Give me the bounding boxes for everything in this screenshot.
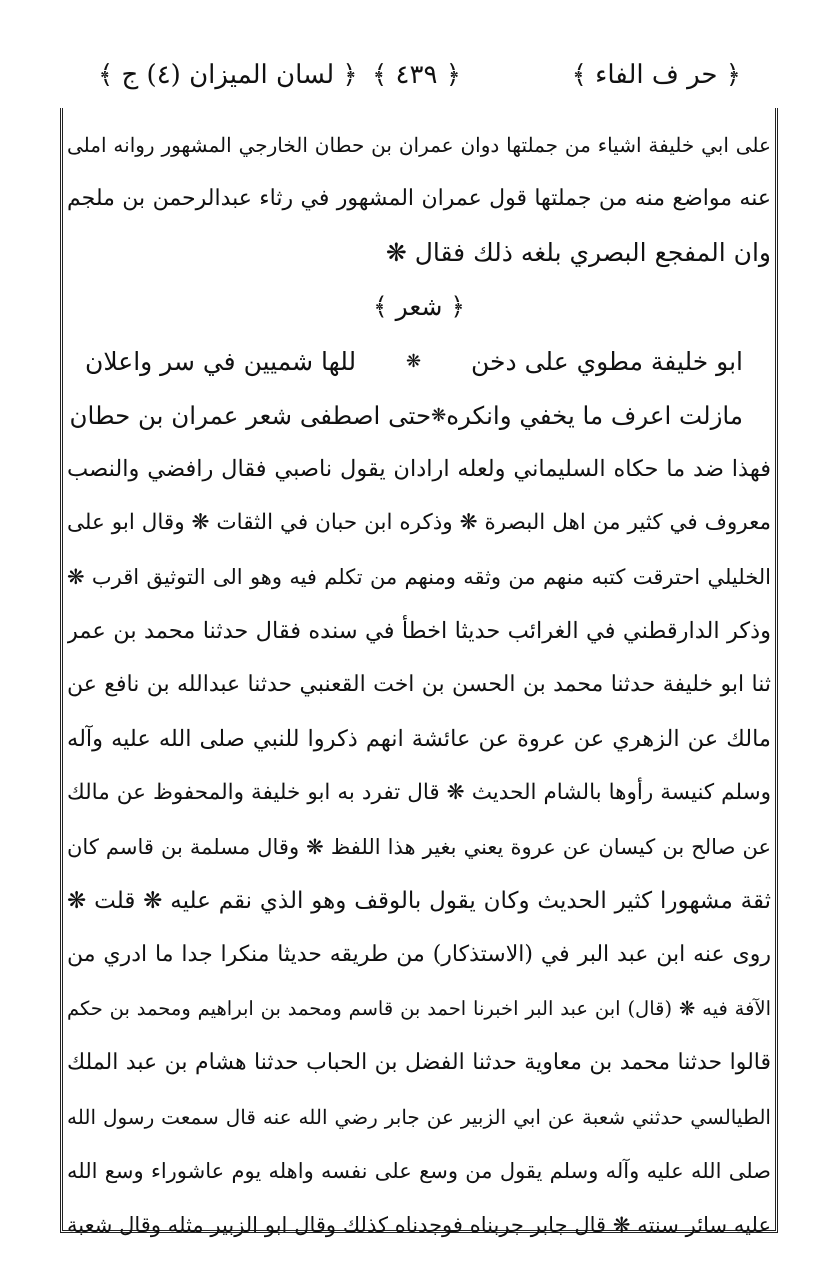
text-line: معروف في كثير من اهل البصرة ❋ وذكره ابن حبان في الثقات ❋ وقال ابو على bbox=[67, 510, 771, 535]
text-line: ثقة مشهورا كثير الحديث وكان يقول بالوقف وهو الذي نقم عليه ❋ قلت ❋ bbox=[67, 888, 771, 914]
text-line: صلى الله عليه وآله وسلم يقول من وسع على نفسه واهله يوم عاشوراء وسع الله bbox=[67, 1159, 771, 1183]
text-frame bbox=[60, 108, 778, 1237]
text-line: ثنا ابو خليفة حدثنا محمد بن الحسن بن اخت القعنبي حدثنا عبدالله بن نافع عن bbox=[67, 672, 771, 697]
header-page-number: ﴿ ٤٣٩ ﴾ bbox=[372, 60, 461, 90]
text-line: عن صالح بن كيسان عن عروة يعني بغير هذا اللفظ ❋ وقال مسلمة بن قاسم كان bbox=[67, 835, 771, 859]
poem-verse bbox=[67, 334, 771, 388]
text-line: وسلم كنيسة رأوها بالشام الحديث ❋ قال تفرد به ابو خليفة والمحفوظ عن مالك bbox=[67, 780, 771, 805]
text-line: الآفة فيه ❋ (قال) ابن عبد البر اخبرنا احمد بن قاسم ومحمد بن ابراهيم ومحمد بن حكم bbox=[67, 997, 771, 1020]
text-line: عليه سائر سنته ❋ قال جابر جربناه فوجدناه كذلك وقال ابو الزبير مثله وقال شعبة bbox=[67, 1213, 771, 1237]
text-line: الخليلي احترقت كتبه منهم من وثقه ومنهم من تكلم فيه وهو الى التوثيق اقرب ❋ bbox=[67, 565, 771, 589]
verse-first-hemistich: ابو خليفة مطوي على دخن bbox=[471, 346, 743, 376]
text-body bbox=[67, 118, 771, 1252]
text-line: قالوا حدثنا محمد بن معاوية حدثنا الفضل بن الحباب حدثنا هشام بن عبد الملك bbox=[67, 1050, 771, 1075]
text-line: روى عنه ابن عبد البر في (الاستذكار) من طريقه حديثا منكرا جدا ما ادري من bbox=[67, 942, 771, 967]
text-line: الطيالسي حدثني شعبة عن ابي الزبير عن جابر رضي الله عنه قال سمعت رسول الله bbox=[67, 1105, 771, 1129]
header-book-title: ﴿ لسان الميزان (٤) ج ﴾ bbox=[98, 60, 358, 90]
poem-verse bbox=[67, 388, 771, 442]
header-chapter-title: ﴿ حر ف الفاء ﴾ bbox=[571, 60, 741, 90]
verse-separator: ❋ bbox=[406, 350, 422, 372]
text-line: فهذا ضد ما حكاه السليماني ولعله ارادان يقول ناصبي فقال رافضي والنصب bbox=[67, 456, 771, 482]
text-line: عنه مواضع منه من جملتها قول عمران المشهور في رثاء عبدالرحمن بن ملجم bbox=[67, 186, 771, 211]
poem-heading: ﴿ شعر ﴾ bbox=[373, 292, 465, 321]
verse-separator: ❋ bbox=[431, 404, 447, 426]
verse-second-hemistich: للها شميين في سر واعلان bbox=[85, 346, 357, 376]
text-line: وذكر الدارقطني في الغرائب حديثا اخطأ في سنده فقال حدثنا محمد بن عمر bbox=[67, 618, 771, 644]
page-header bbox=[0, 50, 833, 100]
text-line: مالك عن الزهري عن عروة عن عائشة انهم ذكروا للنبي صلى الله عليه وآله bbox=[67, 726, 771, 752]
text-line: وان المفجع البصري بلغه ذلك فقال ❋ bbox=[385, 238, 771, 267]
verse-first-hemistich: مازلت اعرف ما يخفي وانكره bbox=[446, 400, 743, 430]
text-line: على ابي خليفة اشياء من جملتها دوان عمران بن حطان الخارجي المشهور روانه املى bbox=[67, 133, 771, 157]
verse-second-hemistich: حتى اصطفى شعر عمران بن حطان bbox=[69, 400, 432, 430]
